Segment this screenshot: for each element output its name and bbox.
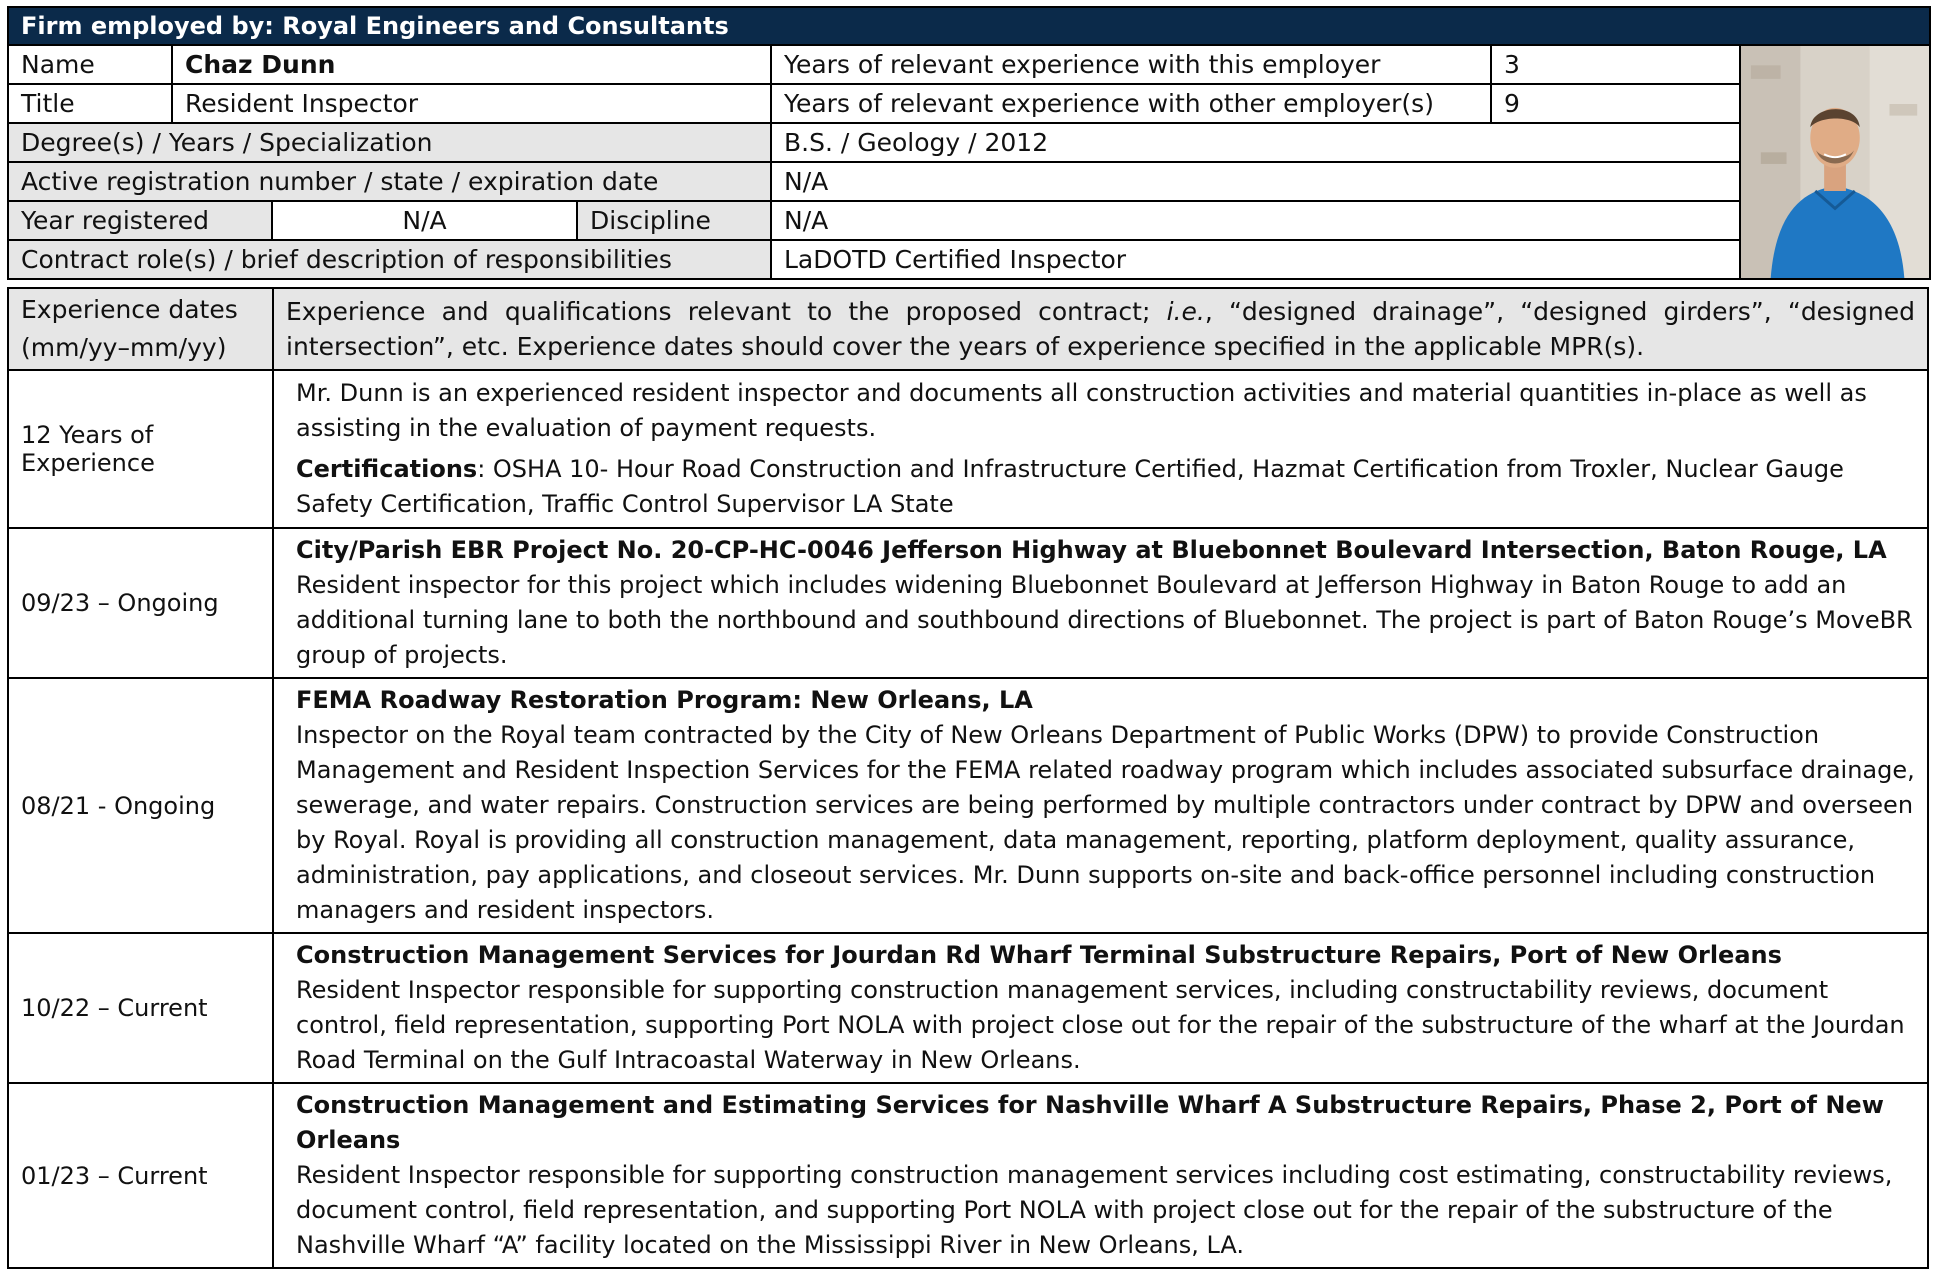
project-title: City/Parish EBR Project No. 20-CP-HC-0046 Jefferson Highway at Bluebonnet Boulevard Intersection, Baton Rouge, LA [296, 536, 1887, 564]
project-title: Construction Management Services for Jourdan Rd Wharf Terminal Substructure Repairs, Port of New Orleans [296, 941, 1782, 969]
summary-date: 12 Years of Experience [8, 370, 273, 528]
name-label: Name [8, 45, 172, 84]
degree-label: Degree(s) / Years / Specialization [8, 123, 771, 162]
years-this-employer-label: Years of relevant experience with this employer [771, 45, 1491, 84]
project-date: 08/21 - Ongoing [8, 678, 273, 933]
firm-header: Firm employed by: Royal Engineers and Consultants [8, 7, 1930, 45]
summary-description: Mr. Dunn is an experienced resident inspector and documents all construction activities and material quantities in-place as well as assisting in the evaluation of payment requests. Certifications: OSHA 10- Hour Road Construction and Infrastructure Certified, Hazmat Certification from Troxler, Nuclear Gauge Safety Certification, Traffic Control Supervisor LA State [273, 370, 1928, 528]
project-date: 01/23 – Current [8, 1083, 273, 1268]
discipline-value: N/A [771, 201, 1740, 240]
name-value: Chaz Dunn [172, 45, 771, 84]
person-photo-icon [1741, 46, 1929, 278]
degree-value: B.S. / Geology / 2012 [771, 123, 1740, 162]
experience-description-header: Experience and qualifications relevant to the proposed contract; i.e., “designed drainage”, “designed girders”, “designed intersection”, etc. Experience dates should cover the years of experience specified in the applicable MPR(s). [273, 288, 1928, 370]
contract-role-label: Contract role(s) / brief description of responsibilities [8, 240, 771, 279]
years-this-employer-value: 3 [1491, 45, 1740, 84]
title-value: Resident Inspector [172, 84, 771, 123]
project-date: 10/22 – Current [8, 933, 273, 1083]
project-row [8, 678, 1928, 933]
project-description: Resident Inspector responsible for supporting construction management services including cost estimating, constructability reviews, document control, field representation, and supporting Port NOLA with project close out for the repair of the substructure of the Nashville Wharf “A” facility located on the Mississippi River in New Orleans, LA. [296, 1161, 1893, 1259]
year-registered-value: N/A [272, 201, 577, 240]
project-row [8, 933, 1928, 1083]
project-date: 09/23 – Ongoing [8, 528, 273, 678]
experience-summary-row [8, 370, 1928, 528]
certifications: Certifications: OSHA 10- Hour Road Construction and Infrastructure Certified, Hazmat Certification from Troxler, Nuclear Gauge Safety Certification, Traffic Control Supervisor LA State [296, 455, 1844, 518]
project-description: Resident Inspector responsible for supporting construction management services, including constructability reviews, document control, field representation, supporting Port NOLA with project close out for the repair of the substructure of the wharf at the Jourdan Road Terminal on the Gulf Intracoastal Waterway in New Orleans. [296, 976, 1905, 1074]
contract-role-value: LaDOTD Certified Inspector [771, 240, 1740, 279]
experience-header-row [8, 288, 1928, 370]
personnel-info-table [7, 6, 1931, 280]
project-title: FEMA Roadway Restoration Program: New Orleans, LA [296, 686, 1033, 714]
project-title: Construction Management and Estimating Services for Nashville Wharf A Substructure Repairs, Phase 2, Port of New Orleans [296, 1091, 1884, 1154]
project-description: Resident inspector for this project which includes widening Bluebonnet Boulevard at Jefferson Highway in Baton Rouge to add an additional turning lane to both the northbound and southbound directions of Bluebonnet. The project is part of Baton Rouge’s MoveBR group of projects. [296, 571, 1913, 669]
year-registered-label: Year registered [8, 201, 272, 240]
project-description: Inspector on the Royal team contracted by the City of New Orleans Department of Public Works (DPW) to provide Construction Management and Resident Inspection Services for the FEMA related roadway program which includes associated subsurface drainage, sewerage, and water repairs. Construction services are being performed by multiple contractors under contract by DPW and overseen by Royal. Royal is providing all construction management, data management, reporting, platform deployment, quality assurance, administration, pay applications, and closeout services. Mr. Dunn supports on-site and back-office personnel including construction managers and resident inspectors. [296, 721, 1915, 924]
years-other-employer-label: Years of relevant experience with other employer(s) [771, 84, 1491, 123]
profile-photo [1740, 45, 1930, 279]
experience-table [7, 287, 1929, 1269]
registration-value: N/A [771, 162, 1740, 201]
years-other-employer-value: 9 [1491, 84, 1740, 123]
discipline-label: Discipline [577, 201, 771, 240]
registration-label: Active registration number / state / expiration date [8, 162, 771, 201]
project-row [8, 1083, 1928, 1268]
experience-dates-header: Experience dates (mm/yy–mm/yy) [8, 288, 273, 370]
title-label: Title [8, 84, 172, 123]
project-row [8, 528, 1928, 678]
